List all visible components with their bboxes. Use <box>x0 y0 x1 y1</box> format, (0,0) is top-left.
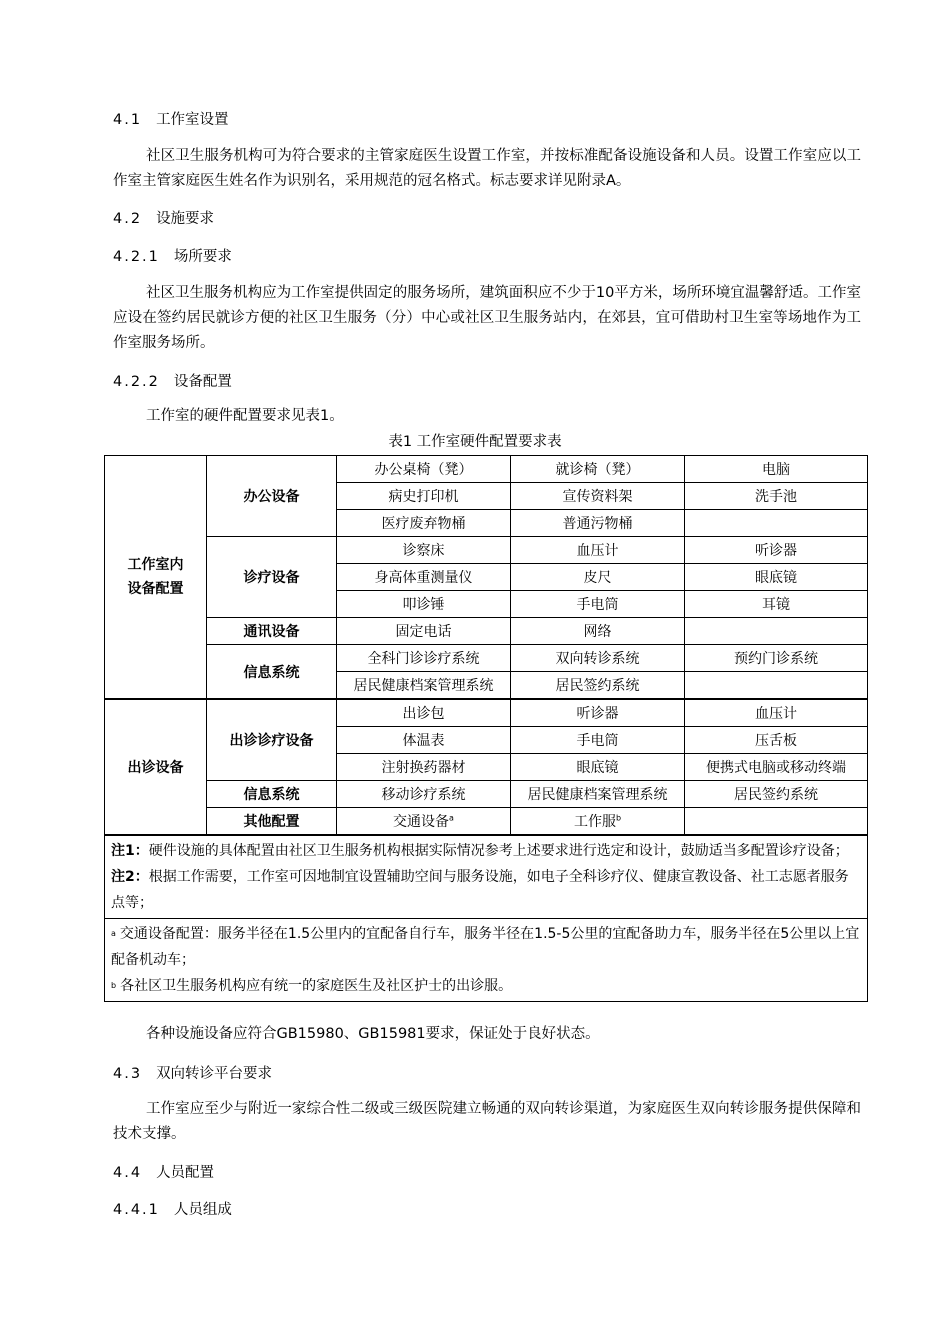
section-title: 场所要求 <box>173 249 232 265</box>
section-heading-4-4 <box>113 1161 214 1182</box>
section-title: 人员组成 <box>173 1202 232 1218</box>
table-cell: 网络 <box>511 618 685 645</box>
table-cell: 身高体重测量仪 <box>337 564 511 591</box>
footnote-text: 各社区卫生服务机构应有统一的家庭医生及社区护士的出诊服。 <box>120 978 513 994</box>
table-caption: 表1 工作室硬件配置要求表 <box>388 434 562 450</box>
section-number: 4.3 <box>113 1066 143 1082</box>
category-outcall-clinic: 出诊诊疗设备 <box>207 699 337 781</box>
section-title: 设施要求 <box>156 211 215 227</box>
note-label: 注2： <box>111 869 149 885</box>
table-cell: 全科门诊诊疗系统 <box>337 645 511 672</box>
note-label: 注1： <box>111 843 149 859</box>
table-cell: 出诊包 <box>337 699 511 727</box>
table-cell: 皮尺 <box>511 564 685 591</box>
table-cell: 移动诊疗系统 <box>337 781 511 808</box>
section-number: 4.2.1 <box>113 249 160 265</box>
section-heading-4-2-2 <box>113 370 232 391</box>
paragraph-4-2-1: 社区卫生服务机构应为工作室提供固定的服务场所，建筑面积应不少于10平方米，场所环境宜温馨舒适。工作室应设在签约居民就诊方便的社区卫生服务（分）中心或社区卫生服务站内，在郊县，宜可借助村卫生室等场地作为工作室服务场所。 <box>113 285 861 351</box>
category-outcall-info: 信息系统 <box>207 781 337 808</box>
section-heading-4-4-1 <box>113 1198 232 1219</box>
footnote-mark: b <box>615 813 622 823</box>
table-cell: 便携式电脑或移动终端 <box>685 754 868 781</box>
footnote-mark: a <box>449 813 454 823</box>
section-heading-4-2 <box>113 207 214 228</box>
footnote-a <box>111 921 861 973</box>
section-title: 人员配置 <box>156 1165 215 1181</box>
table-cell: 叩诊锤 <box>337 591 511 618</box>
table-cell: 体温表 <box>337 727 511 754</box>
table-cell: 眼底镜 <box>685 564 868 591</box>
category-clinic: 诊疗设备 <box>207 537 337 618</box>
table-cell: 居民签约系统 <box>685 781 868 808</box>
table-footnotes <box>105 919 868 1002</box>
table-cell: 诊察床 <box>337 537 511 564</box>
table-cell <box>685 510 868 537</box>
footnote-text: 交通设备配置：服务半径在1.5公里内的宜配备自行车，服务半径在1.5-5公里的宜配备助力车，服务半径在5公里以上宜配备机动车； <box>111 926 860 968</box>
section-number: 4.4 <box>113 1165 143 1181</box>
table-cell: 电脑 <box>685 456 868 483</box>
table-cell: 血压计 <box>511 537 685 564</box>
table-cell: 居民签约系统 <box>511 672 685 700</box>
table-cell: 听诊器 <box>511 699 685 727</box>
group-indoor: 工作室内 设备配置 <box>105 456 207 700</box>
table-cell: 居民健康档案管理系统 <box>337 672 511 700</box>
table-cell: 耳镜 <box>685 591 868 618</box>
table-cell <box>685 672 868 700</box>
paragraph-after-table: 各种设施设备应符合GB15980、GB15981要求，保证处于良好状态。 <box>146 1026 600 1042</box>
table-cell: 居民健康档案管理系统 <box>511 781 685 808</box>
section-number: 4.1 <box>113 112 143 128</box>
cell-text: 交通设备 <box>393 814 450 830</box>
table-cell: 固定电话 <box>337 618 511 645</box>
table-notes <box>105 835 868 919</box>
table-cell: 病史打印机 <box>337 483 511 510</box>
category-office: 办公设备 <box>207 456 337 537</box>
table-cell: 办公桌椅（凳） <box>337 456 511 483</box>
paragraph-4-1: 社区卫生服务机构可为符合要求的主管家庭医生设置工作室，并按标准配备设施设备和人员。设置工作室应以工作室主管家庭医生姓名作为识别名，采用规范的冠名格式。标志要求详见附录A。 <box>113 148 861 189</box>
section-number: 4.4.1 <box>113 1202 160 1218</box>
table-cell: 宣传资料架 <box>511 483 685 510</box>
table-cell: 听诊器 <box>685 537 868 564</box>
paragraph-4-3: 工作室应至少与附近一家综合性二级或三级医院建立畅通的双向转诊渠道，为家庭医生双向转诊服务提供保障和技术支撑。 <box>113 1101 861 1142</box>
section-number: 4.2 <box>113 211 143 227</box>
hardware-config-table <box>104 455 868 1002</box>
table-cell: 双向转诊系统 <box>511 645 685 672</box>
group-outcall: 出诊设备 <box>105 699 207 835</box>
table-cell <box>511 808 685 836</box>
table-cell: 洗手池 <box>685 483 868 510</box>
footnote-b <box>111 973 861 999</box>
note-2 <box>111 864 861 916</box>
table-cell <box>337 808 511 836</box>
table-cell: 普通污物桶 <box>511 510 685 537</box>
note-1 <box>111 838 861 864</box>
table-cell <box>685 808 868 836</box>
table-cell: 手电筒 <box>511 727 685 754</box>
section-title: 双向转诊平台要求 <box>156 1066 273 1082</box>
table-cell: 医疗废弃物桶 <box>337 510 511 537</box>
section-title: 工作室设置 <box>156 112 229 128</box>
section-heading-4-3 <box>113 1062 272 1083</box>
table-cell: 眼底镜 <box>511 754 685 781</box>
cell-text: 工作服 <box>573 814 616 830</box>
section-title: 设备配置 <box>173 374 232 390</box>
footnote-mark: a <box>111 929 116 938</box>
footnote-mark: b <box>111 981 117 990</box>
table-cell: 预约门诊系统 <box>685 645 868 672</box>
table-cell: 血压计 <box>685 699 868 727</box>
section-heading-4-2-1 <box>113 245 232 266</box>
table-cell: 就诊椅（凳） <box>511 456 685 483</box>
table-cell: 压舌板 <box>685 727 868 754</box>
table-cell <box>685 618 868 645</box>
category-comm: 通讯设备 <box>207 618 337 645</box>
category-info-system: 信息系统 <box>207 645 337 700</box>
category-other: 其他配置 <box>207 808 337 836</box>
paragraph-4-2-2: 工作室的硬件配置要求见表1。 <box>146 408 344 424</box>
note-text: 硬件设施的具体配置由社区卫生服务机构根据实际情况参考上述要求进行选定和设计，鼓励适当多配置诊疗设备； <box>148 843 849 859</box>
note-text: 根据工作需要，工作室可因地制宜设置辅助空间与服务设施，如电子全科诊疗仪、健康宣教设备、社工志愿者服务点等； <box>111 869 849 911</box>
table-cell: 手电筒 <box>511 591 685 618</box>
section-heading-4-1 <box>113 108 229 129</box>
table-cell: 注射换药器材 <box>337 754 511 781</box>
section-number: 4.2.2 <box>113 374 160 390</box>
